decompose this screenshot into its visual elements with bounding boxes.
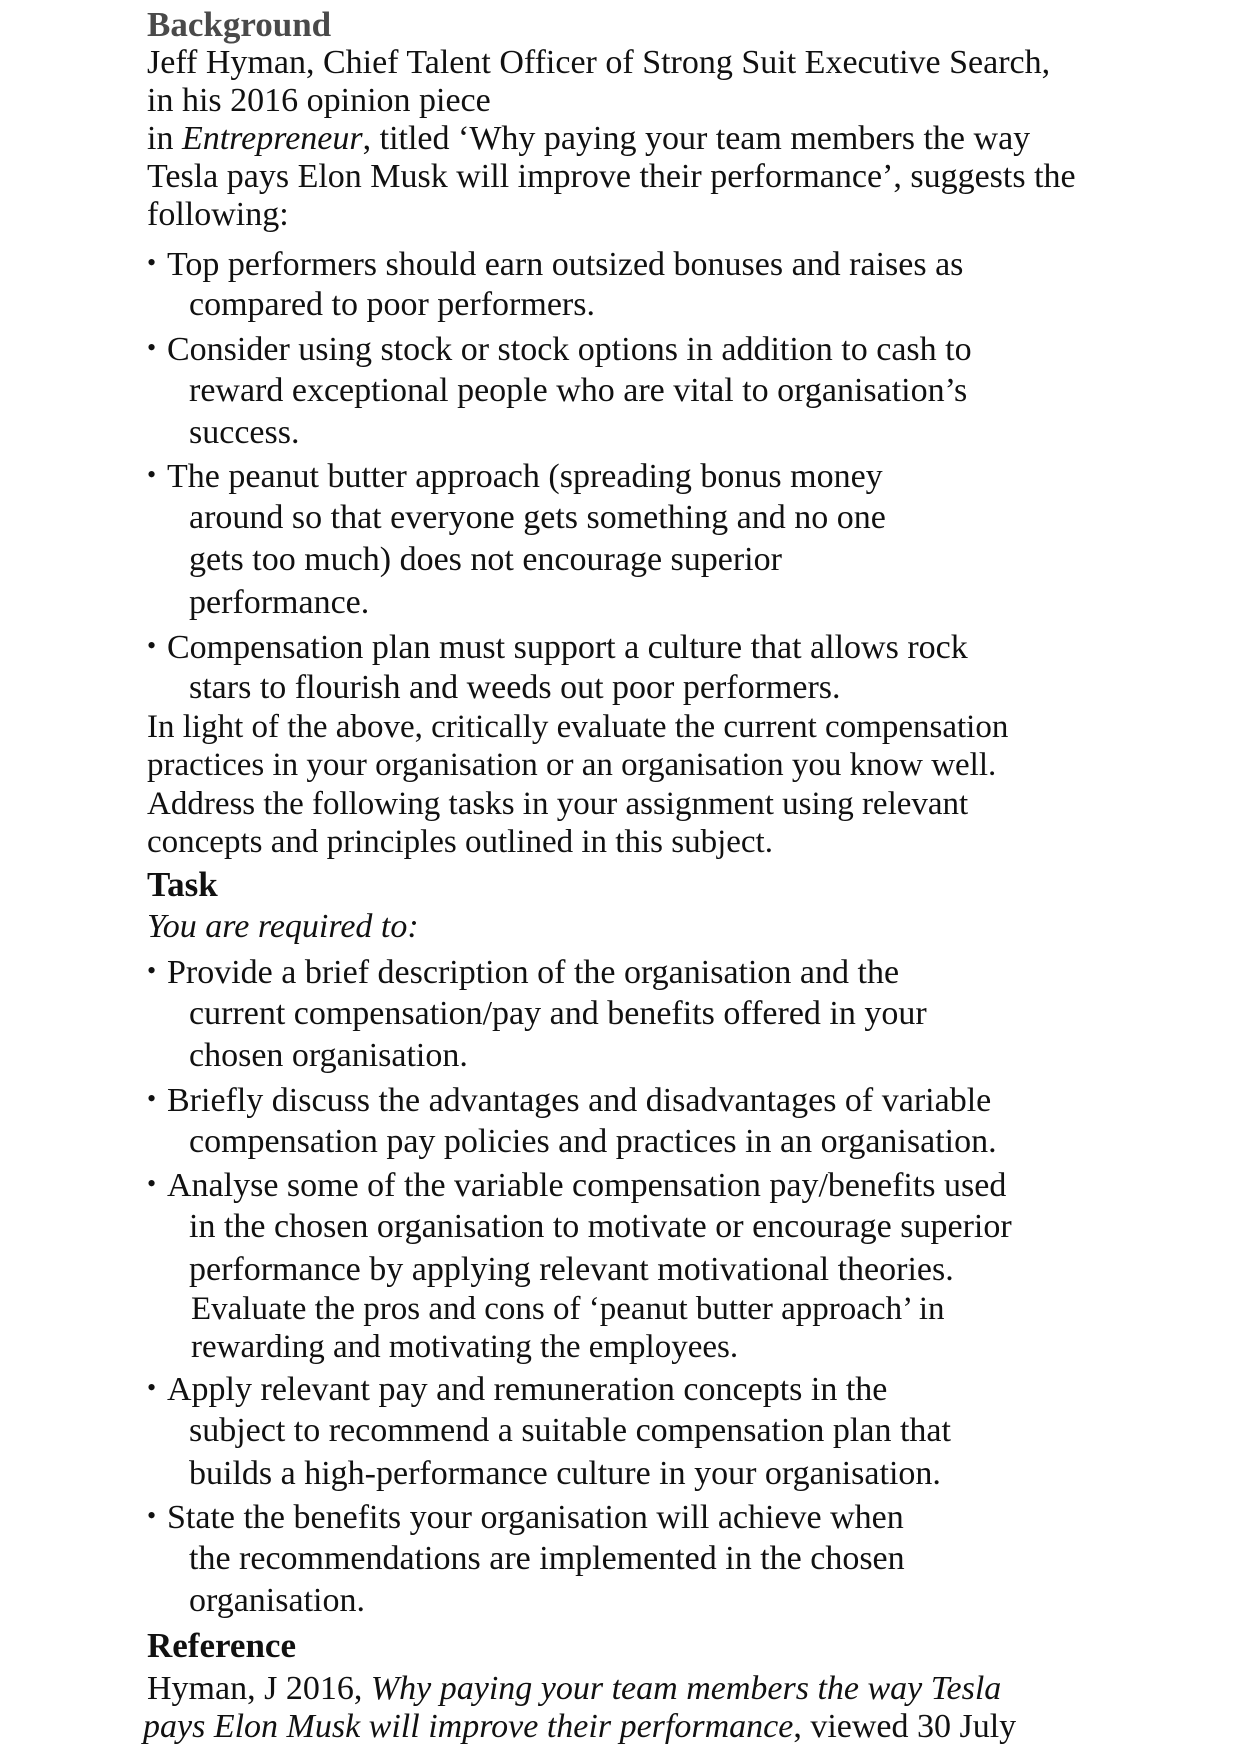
bullet-continuation: current compensation/pay and benefits offered in your — [189, 995, 927, 1032]
bullet-item: • Provide a brief description of the organisation and the — [147, 954, 900, 991]
intro-line: following: — [147, 196, 289, 233]
bullet-continuation: performance. — [189, 584, 370, 621]
bullet-continuation: compared to poor performers. — [189, 286, 595, 323]
reference-title: pays Elon Musk will improve their performance — [143, 1708, 794, 1745]
bullet-item: • Top performers should earn outsized bonuses and raises as — [147, 246, 964, 283]
bullet-continuation: builds a high-performance culture in your organisation. — [189, 1455, 941, 1492]
bullet-continuation: gets too much) does not encourage superior — [189, 541, 782, 578]
bullet-item: • State the benefits your organisation will achieve when — [147, 1499, 904, 1536]
bullet-continuation: the recommendations are implemented in the chosen — [189, 1540, 905, 1577]
bullet-item: • Briefly discuss the advantages and disadvantages of variable — [147, 1082, 992, 1119]
bullet-icon: • — [147, 248, 157, 277]
bullet-continuation: reward exceptional people who are vital to organisation’s — [189, 372, 968, 409]
reference-line: Hyman, J 2016, Why paying your team members the way Tesla — [147, 1670, 1002, 1707]
bullet-continuation: around so that everyone gets something and no one — [189, 499, 886, 536]
bullet-continuation: subject to recommend a suitable compensation plan that — [189, 1412, 951, 1449]
bullet-item: • Compensation plan must support a culture that allows rock — [147, 629, 968, 666]
reference-heading: Reference — [147, 1626, 296, 1665]
intro-line: Tesla pays Elon Musk will improve their performance’, suggests the — [147, 158, 1076, 195]
bullet-continuation: rewarding and motivating the employees. — [191, 1329, 739, 1365]
instruction-line: practices in your organisation or an organisation you know well. — [147, 747, 997, 783]
bullet-item: • Apply relevant pay and remuneration concepts in the — [147, 1371, 888, 1408]
bullet-item: • The peanut butter approach (spreading bonus money — [147, 458, 883, 495]
intro-line: in his 2016 opinion piece — [147, 82, 491, 119]
bullet-icon: • — [147, 333, 157, 362]
intro-line: in Entrepreneur, titled ‘Why paying your team members the way — [147, 120, 1031, 157]
bullet-icon: • — [147, 1501, 157, 1530]
bullet-icon: • — [147, 631, 157, 660]
bullet-continuation: in the chosen organisation to motivate or encourage superior — [189, 1208, 1012, 1245]
bullet-continuation: chosen organisation. — [189, 1037, 468, 1074]
bullet-continuation: success. — [189, 414, 300, 451]
task-heading: Task — [147, 865, 218, 904]
task-subheading: You are required to: — [147, 908, 419, 945]
reference-title: Why paying your team members the way Tesla — [370, 1670, 1002, 1707]
bullet-icon: • — [147, 956, 157, 985]
background-heading: Background — [147, 5, 332, 44]
bullet-icon: • — [147, 1169, 157, 1198]
instruction-line: In light of the above, critically evaluate the current compensation — [147, 709, 1009, 745]
bullet-icon: • — [147, 1084, 157, 1113]
bullet-item: • Analyse some of the variable compensation pay/benefits used — [147, 1167, 1007, 1204]
bullet-continuation: organisation. — [189, 1582, 365, 1619]
instruction-line: concepts and principles outlined in this subject. — [147, 824, 773, 860]
bullet-icon: • — [147, 1373, 157, 1402]
instruction-line: Address the following tasks in your assignment using relevant — [147, 786, 969, 822]
bullet-continuation: stars to flourish and weeds out poor performers. — [189, 669, 841, 706]
publication-name: Entrepreneur — [181, 120, 363, 157]
bullet-continuation: Evaluate the pros and cons of ‘peanut butter approach’ in — [191, 1291, 945, 1327]
reference-line: pays Elon Musk will improve their performance, viewed 30 July — [143, 1708, 1017, 1745]
bullet-icon: • — [147, 460, 157, 489]
bullet-item: • Consider using stock or stock options in addition to cash to — [147, 331, 972, 368]
bullet-continuation: compensation pay policies and practices in an organisation. — [189, 1123, 997, 1160]
bullet-continuation: performance by applying relevant motivational theories. — [189, 1251, 954, 1288]
intro-line: Jeff Hyman, Chief Talent Officer of Strong Suit Executive Search, — [147, 44, 1051, 81]
